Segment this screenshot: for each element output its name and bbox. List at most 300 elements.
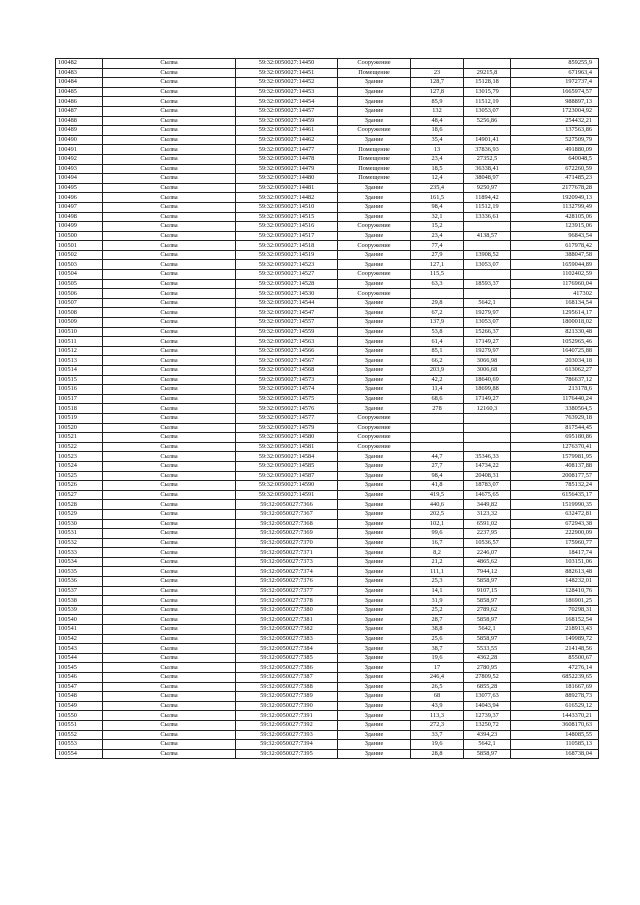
record-number-cell: 100504 — [56, 270, 103, 280]
cadastral-number-cell: 59:32:0050027:14519 — [236, 250, 338, 260]
cadastral-number-cell: 59:32:0050027:14568 — [236, 366, 338, 376]
cadastral-number-cell: 59:32:0050027:14574 — [236, 385, 338, 395]
cadastral-value-cell: 1723004,92 — [511, 106, 599, 116]
locality-cell: Сылва — [103, 577, 236, 587]
locality-cell: Сылва — [103, 231, 236, 241]
locality-cell: Сылва — [103, 193, 236, 203]
object-type-cell: Здание — [338, 231, 411, 241]
object-type-cell: Здание — [338, 634, 411, 644]
object-type-cell: Сооружение — [338, 289, 411, 299]
cadastral-number-cell: 59:32:0050027:14461 — [236, 126, 338, 136]
locality-cell: Сылва — [103, 279, 236, 289]
cadastral-number-cell: 59:32:0050027:14462 — [236, 135, 338, 145]
unit-value-cell: 27352,5 — [464, 154, 511, 164]
unit-value-cell: 12160,3 — [464, 404, 511, 414]
record-number-cell: 100497 — [56, 202, 103, 212]
object-type-cell: Сооружение — [338, 241, 411, 251]
record-number-cell: 100486 — [56, 97, 103, 107]
cadastral-number-cell: 59:32:0050027:14579 — [236, 423, 338, 433]
record-number-cell: 100540 — [56, 615, 103, 625]
object-type-cell: Здание — [338, 183, 411, 193]
record-number-cell: 100517 — [56, 394, 103, 404]
cadastral-value-cell: 168134,54 — [511, 298, 599, 308]
unit-value-cell: 6591,02 — [464, 519, 511, 529]
object-type-cell: Здание — [338, 625, 411, 635]
table-row — [56, 529, 599, 539]
area-cell: 137,9 — [411, 318, 464, 328]
cadastral-value-cell: 1102402,59 — [511, 270, 599, 280]
cadastral-value-cell: 203034,18 — [511, 356, 599, 366]
table-row — [56, 375, 599, 385]
table-row — [56, 222, 599, 232]
cadastral-number-cell: 59:32:0050027:7394 — [236, 740, 338, 750]
cadastral-value-cell: 96843,54 — [511, 231, 599, 241]
record-number-cell: 100491 — [56, 145, 103, 155]
object-type-cell: Помещение — [338, 145, 411, 155]
cadastral-number-cell: 59:32:0050027:14591 — [236, 490, 338, 500]
area-cell: 98,4 — [411, 471, 464, 481]
unit-value-cell: 18699,88 — [464, 385, 511, 395]
unit-value-cell: 2780,95 — [464, 663, 511, 673]
record-number-cell: 100550 — [56, 711, 103, 721]
cadastral-value-cell: 218913,43 — [511, 625, 599, 635]
unit-value-cell: 5642,1 — [464, 625, 511, 635]
area-cell: 115,5 — [411, 270, 464, 280]
unit-value-cell — [464, 413, 511, 423]
area-cell: 25,2 — [411, 605, 464, 615]
table-row — [56, 327, 599, 337]
cadastral-value-cell: 1659044,89 — [511, 260, 599, 270]
cadastral-number-cell: 59:32:0050027:7378 — [236, 596, 338, 606]
locality-cell: Сылва — [103, 749, 236, 759]
unit-value-cell: 14734,22 — [464, 461, 511, 471]
object-type-cell: Здание — [338, 749, 411, 759]
cadastral-value-cell: 6156435,17 — [511, 490, 599, 500]
locality-cell: Сылва — [103, 529, 236, 539]
record-number-cell: 100524 — [56, 461, 103, 471]
object-type-cell: Здание — [338, 653, 411, 663]
locality-cell: Сылва — [103, 404, 236, 414]
object-type-cell: Здание — [338, 279, 411, 289]
unit-value-cell — [464, 126, 511, 136]
table-row — [56, 720, 599, 730]
cadastral-number-cell: 59:32:0050027:14481 — [236, 183, 338, 193]
unit-value-cell: 4865,62 — [464, 557, 511, 567]
unit-value-cell: 5858,97 — [464, 577, 511, 587]
locality-cell: Сылва — [103, 183, 236, 193]
table-row — [56, 730, 599, 740]
table-row — [56, 279, 599, 289]
cadastral-number-cell: 59:32:0050027:14584 — [236, 452, 338, 462]
cadastral-value-cell: 213178,6 — [511, 385, 599, 395]
object-type-cell: Здание — [338, 596, 411, 606]
cadastral-value-cell: 148085,55 — [511, 730, 599, 740]
locality-cell: Сылва — [103, 452, 236, 462]
table-row — [56, 193, 599, 203]
record-number-cell: 100515 — [56, 375, 103, 385]
table-row — [56, 682, 599, 692]
unit-value-cell — [464, 433, 511, 443]
cadastral-value-cell: 491880,09 — [511, 145, 599, 155]
area-cell: 419,5 — [411, 490, 464, 500]
record-number-cell: 100498 — [56, 212, 103, 222]
cadastral-value-cell: 613062,27 — [511, 366, 599, 376]
area-cell: 278 — [411, 404, 464, 414]
object-type-cell: Здание — [338, 682, 411, 692]
unit-value-cell: 2237,95 — [464, 529, 511, 539]
table-row — [56, 394, 599, 404]
table-row — [56, 164, 599, 174]
cadastral-number-cell: 59:32:0050027:14527 — [236, 270, 338, 280]
record-number-cell: 100495 — [56, 183, 103, 193]
cadastral-value-cell: 214148,56 — [511, 644, 599, 654]
area-cell: 35,4 — [411, 135, 464, 145]
area-cell: 15,2 — [411, 222, 464, 232]
unit-value-cell: 18640,69 — [464, 375, 511, 385]
cadastral-value-cell: 3380564,5 — [511, 404, 599, 414]
cadastral-value-cell: 617978,42 — [511, 241, 599, 251]
cadastral-value-cell: 1972737,4 — [511, 78, 599, 88]
area-cell: 246,4 — [411, 673, 464, 683]
locality-cell: Сылва — [103, 567, 236, 577]
locality-cell: Сылва — [103, 682, 236, 692]
unit-value-cell — [464, 270, 511, 280]
locality-cell: Сылва — [103, 413, 236, 423]
record-number-cell: 100507 — [56, 298, 103, 308]
cadastral-value-cell: 3608170,63 — [511, 720, 599, 730]
area-cell: 14,1 — [411, 586, 464, 596]
area-cell: 23,4 — [411, 154, 464, 164]
area-cell: 23 — [411, 68, 464, 78]
area-cell: 32,1 — [411, 212, 464, 222]
unit-value-cell: 7944,12 — [464, 567, 511, 577]
area-cell: 53,8 — [411, 327, 464, 337]
locality-cell: Сылва — [103, 548, 236, 558]
unit-value-cell: 35346,33 — [464, 452, 511, 462]
locality-cell: Сылва — [103, 154, 236, 164]
record-number-cell: 100501 — [56, 241, 103, 251]
object-type-cell: Здание — [338, 720, 411, 730]
cadastral-value-cell: 640048,5 — [511, 154, 599, 164]
cadastral-number-cell: 59:32:0050027:7380 — [236, 605, 338, 615]
table-row — [56, 308, 599, 318]
cadastral-value-cell: 786637,12 — [511, 375, 599, 385]
cadastral-value-cell: 882613,48 — [511, 567, 599, 577]
cadastral-number-cell: 59:32:0050027:14515 — [236, 212, 338, 222]
unit-value-cell: 5858,97 — [464, 749, 511, 759]
cadastral-number-cell: 59:32:0050027:14453 — [236, 87, 338, 97]
object-type-cell: Здание — [338, 87, 411, 97]
record-number-cell: 100537 — [56, 586, 103, 596]
cadastral-number-cell: 59:32:0050027:7386 — [236, 663, 338, 673]
object-type-cell: Здание — [338, 375, 411, 385]
record-number-cell: 100543 — [56, 644, 103, 654]
table-row — [56, 519, 599, 529]
unit-value-cell: 5858,97 — [464, 634, 511, 644]
unit-value-cell: 19279,97 — [464, 346, 511, 356]
locality-cell: Сылва — [103, 673, 236, 683]
area-cell: 42,2 — [411, 375, 464, 385]
record-number-cell: 100531 — [56, 529, 103, 539]
object-type-cell: Здание — [338, 250, 411, 260]
object-type-cell: Здание — [338, 577, 411, 587]
record-number-cell: 100513 — [56, 356, 103, 366]
record-number-cell: 100522 — [56, 442, 103, 452]
record-number-cell: 100487 — [56, 106, 103, 116]
table-row — [56, 241, 599, 251]
cadastral-value-cell: 85500,67 — [511, 653, 599, 663]
cadastral-value-cell: 785132,24 — [511, 481, 599, 491]
object-type-cell: Здание — [338, 318, 411, 328]
cadastral-value-cell: 123915,06 — [511, 222, 599, 232]
cadastral-value-cell: 149989,72 — [511, 634, 599, 644]
record-number-cell: 100525 — [56, 471, 103, 481]
cadastral-value-cell: 671963,4 — [511, 68, 599, 78]
unit-value-cell: 13053,07 — [464, 260, 511, 270]
area-cell: 111,1 — [411, 567, 464, 577]
cadastral-number-cell: 59:32:0050027:7373 — [236, 557, 338, 567]
cadastral-number-cell: 59:32:0050027:14566 — [236, 346, 338, 356]
table-row — [56, 413, 599, 423]
cadastral-value-cell: 181667,69 — [511, 682, 599, 692]
unit-value-cell: 3006,68 — [464, 366, 511, 376]
area-cell: 27,9 — [411, 250, 464, 260]
table-row — [56, 596, 599, 606]
area-cell — [411, 59, 464, 69]
record-number-cell: 100529 — [56, 509, 103, 519]
area-cell: 19,6 — [411, 653, 464, 663]
locality-cell: Сылва — [103, 423, 236, 433]
table-row — [56, 59, 599, 69]
cadastral-value-cell: 1665974,57 — [511, 87, 599, 97]
cadastral-number-cell: 59:32:0050027:7371 — [236, 548, 338, 558]
cadastral-number-cell: 59:32:0050027:14557 — [236, 318, 338, 328]
locality-cell: Сылва — [103, 356, 236, 366]
cadastral-number-cell: 59:32:0050027:14450 — [236, 59, 338, 69]
record-number-cell: 100514 — [56, 366, 103, 376]
cadastral-number-cell: 59:32:0050027:7383 — [236, 634, 338, 644]
unit-value-cell: 14901,41 — [464, 135, 511, 145]
object-type-cell: Здание — [338, 260, 411, 270]
cadastral-number-cell: 59:32:0050027:14547 — [236, 308, 338, 318]
cadastral-value-cell: 1052965,46 — [511, 337, 599, 347]
record-number-cell: 100503 — [56, 260, 103, 270]
cadastral-number-cell: 59:32:0050027:7384 — [236, 644, 338, 654]
object-type-cell: Здание — [338, 471, 411, 481]
table-row — [56, 644, 599, 654]
unit-value-cell: 15128,18 — [464, 78, 511, 88]
object-type-cell: Здание — [338, 567, 411, 577]
locality-cell: Сылва — [103, 135, 236, 145]
area-cell: 203,9 — [411, 366, 464, 376]
area-cell: 68 — [411, 692, 464, 702]
object-type-cell: Здание — [338, 644, 411, 654]
table-row — [56, 692, 599, 702]
cadastral-value-cell: 1640725,88 — [511, 346, 599, 356]
record-number-cell: 100492 — [56, 154, 103, 164]
area-cell — [411, 433, 464, 443]
area-cell: 61,4 — [411, 337, 464, 347]
object-type-cell: Здание — [338, 730, 411, 740]
unit-value-cell: 17149,27 — [464, 337, 511, 347]
unit-value-cell: 18783,07 — [464, 481, 511, 491]
record-number-cell: 100545 — [56, 663, 103, 673]
locality-cell: Сылва — [103, 720, 236, 730]
cadastral-value-cell: 1920949,13 — [511, 193, 599, 203]
unit-value-cell: 5642,1 — [464, 298, 511, 308]
cadastral-value-cell: 6852239,65 — [511, 673, 599, 683]
object-type-cell: Здание — [338, 452, 411, 462]
locality-cell: Сылва — [103, 615, 236, 625]
locality-cell: Сылва — [103, 126, 236, 136]
area-cell — [411, 423, 464, 433]
locality-cell: Сылва — [103, 116, 236, 126]
unit-value-cell: 27809,52 — [464, 673, 511, 683]
locality-cell: Сылва — [103, 663, 236, 673]
area-cell: 85,9 — [411, 97, 464, 107]
record-number-cell: 100541 — [56, 625, 103, 635]
record-number-cell: 100520 — [56, 423, 103, 433]
area-cell: 8,2 — [411, 548, 464, 558]
table-row — [56, 289, 599, 299]
locality-cell: Сылва — [103, 586, 236, 596]
object-type-cell: Здание — [338, 202, 411, 212]
unit-value-cell — [464, 222, 511, 232]
table-row — [56, 452, 599, 462]
locality-cell: Сылва — [103, 481, 236, 491]
object-type-cell: Сооружение — [338, 442, 411, 452]
locality-cell: Сылва — [103, 308, 236, 318]
locality-cell: Сылва — [103, 97, 236, 107]
unit-value-cell: 17149,27 — [464, 394, 511, 404]
object-type-cell: Здание — [338, 346, 411, 356]
record-number-cell: 100552 — [56, 730, 103, 740]
table-row — [56, 509, 599, 519]
cadastral-number-cell: 59:32:0050027:7377 — [236, 586, 338, 596]
record-number-cell: 100539 — [56, 605, 103, 615]
cadastral-number-cell: 59:32:0050027:7393 — [236, 730, 338, 740]
area-cell: 28,8 — [411, 749, 464, 759]
cadastral-value-cell: 672943,38 — [511, 519, 599, 529]
record-number-cell: 100509 — [56, 318, 103, 328]
object-type-cell: Сооружение — [338, 59, 411, 69]
unit-value-cell: 11512,19 — [464, 97, 511, 107]
record-number-cell: 100542 — [56, 634, 103, 644]
table-row — [56, 663, 599, 673]
cadastral-number-cell: 59:32:0050027:14530 — [236, 289, 338, 299]
locality-cell: Сылва — [103, 68, 236, 78]
cadastral-number-cell: 59:32:0050027:14559 — [236, 327, 338, 337]
cadastral-value-cell: 18417,74 — [511, 548, 599, 558]
area-cell: 132 — [411, 106, 464, 116]
object-type-cell: Здание — [338, 385, 411, 395]
locality-cell: Сылва — [103, 241, 236, 251]
table-row — [56, 145, 599, 155]
cadastral-value-cell: 222900,09 — [511, 529, 599, 539]
cadastral-value-cell: 859255,9 — [511, 59, 599, 69]
table-row — [56, 634, 599, 644]
locality-cell: Сылва — [103, 87, 236, 97]
unit-value-cell: 38048,97 — [464, 174, 511, 184]
locality-cell: Сылва — [103, 730, 236, 740]
table-row — [56, 385, 599, 395]
cadastral-value-cell: 70298,31 — [511, 605, 599, 615]
cadastral-number-cell: 59:32:0050027:14581 — [236, 442, 338, 452]
object-type-cell: Здание — [338, 500, 411, 510]
area-cell: 23,4 — [411, 231, 464, 241]
area-cell: 44,7 — [411, 452, 464, 462]
cadastral-number-cell: 59:32:0050027:7389 — [236, 692, 338, 702]
cadastral-value-cell: 168738,04 — [511, 749, 599, 759]
unit-value-cell: 3066,98 — [464, 356, 511, 366]
table-body — [56, 59, 599, 759]
object-type-cell: Здание — [338, 366, 411, 376]
cadastral-number-cell: 59:32:0050027:14528 — [236, 279, 338, 289]
area-cell: 12,4 — [411, 174, 464, 184]
locality-cell: Сылва — [103, 260, 236, 270]
cadastral-value-cell: 616529,12 — [511, 701, 599, 711]
table-row — [56, 318, 599, 328]
locality-cell: Сылва — [103, 145, 236, 155]
table-row — [56, 250, 599, 260]
table-row — [56, 231, 599, 241]
table-row — [56, 87, 599, 97]
area-cell: 67,2 — [411, 308, 464, 318]
locality-cell: Сылва — [103, 701, 236, 711]
area-cell: 440,6 — [411, 500, 464, 510]
record-number-cell: 100544 — [56, 653, 103, 663]
cadastral-number-cell: 59:32:0050027:14576 — [236, 404, 338, 414]
object-type-cell: Здание — [338, 78, 411, 88]
record-number-cell: 100523 — [56, 452, 103, 462]
unit-value-cell: 4138,57 — [464, 231, 511, 241]
cadastral-number-cell: 59:32:0050027:14459 — [236, 116, 338, 126]
unit-value-cell: 18593,37 — [464, 279, 511, 289]
unit-value-cell: 19279,97 — [464, 308, 511, 318]
table-row — [56, 135, 599, 145]
area-cell: 99,6 — [411, 529, 464, 539]
record-number-cell: 100489 — [56, 126, 103, 136]
locality-cell: Сылва — [103, 634, 236, 644]
object-type-cell: Здание — [338, 711, 411, 721]
cadastral-number-cell: 59:32:0050027:7369 — [236, 529, 338, 539]
table-row — [56, 270, 599, 280]
record-number-cell: 100533 — [56, 548, 103, 558]
cadastral-number-cell: 59:32:0050027:14478 — [236, 154, 338, 164]
area-cell — [411, 289, 464, 299]
object-type-cell: Здание — [338, 663, 411, 673]
cadastral-value-cell: 103151,06 — [511, 557, 599, 567]
object-type-cell: Здание — [338, 557, 411, 567]
cadastral-number-cell: 59:32:0050027:14517 — [236, 231, 338, 241]
cadastral-number-cell: 59:32:0050027:14451 — [236, 68, 338, 78]
cadastral-number-cell: 59:32:0050027:14577 — [236, 413, 338, 423]
cadastral-value-cell: 1579981,95 — [511, 452, 599, 462]
object-type-cell: Здание — [338, 490, 411, 500]
cadastral-number-cell: 59:32:0050027:7391 — [236, 711, 338, 721]
cadastral-value-cell: 1443370,21 — [511, 711, 599, 721]
object-type-cell: Здание — [338, 740, 411, 750]
table-row — [56, 461, 599, 471]
cadastral-number-cell: 59:32:0050027:14454 — [236, 97, 338, 107]
table-row — [56, 202, 599, 212]
area-cell: 235,4 — [411, 183, 464, 193]
area-cell: 272,3 — [411, 720, 464, 730]
record-number-cell: 100553 — [56, 740, 103, 750]
cadastral-number-cell: 59:32:0050027:14523 — [236, 260, 338, 270]
locality-cell: Сылва — [103, 490, 236, 500]
unit-value-cell: 2789,62 — [464, 605, 511, 615]
